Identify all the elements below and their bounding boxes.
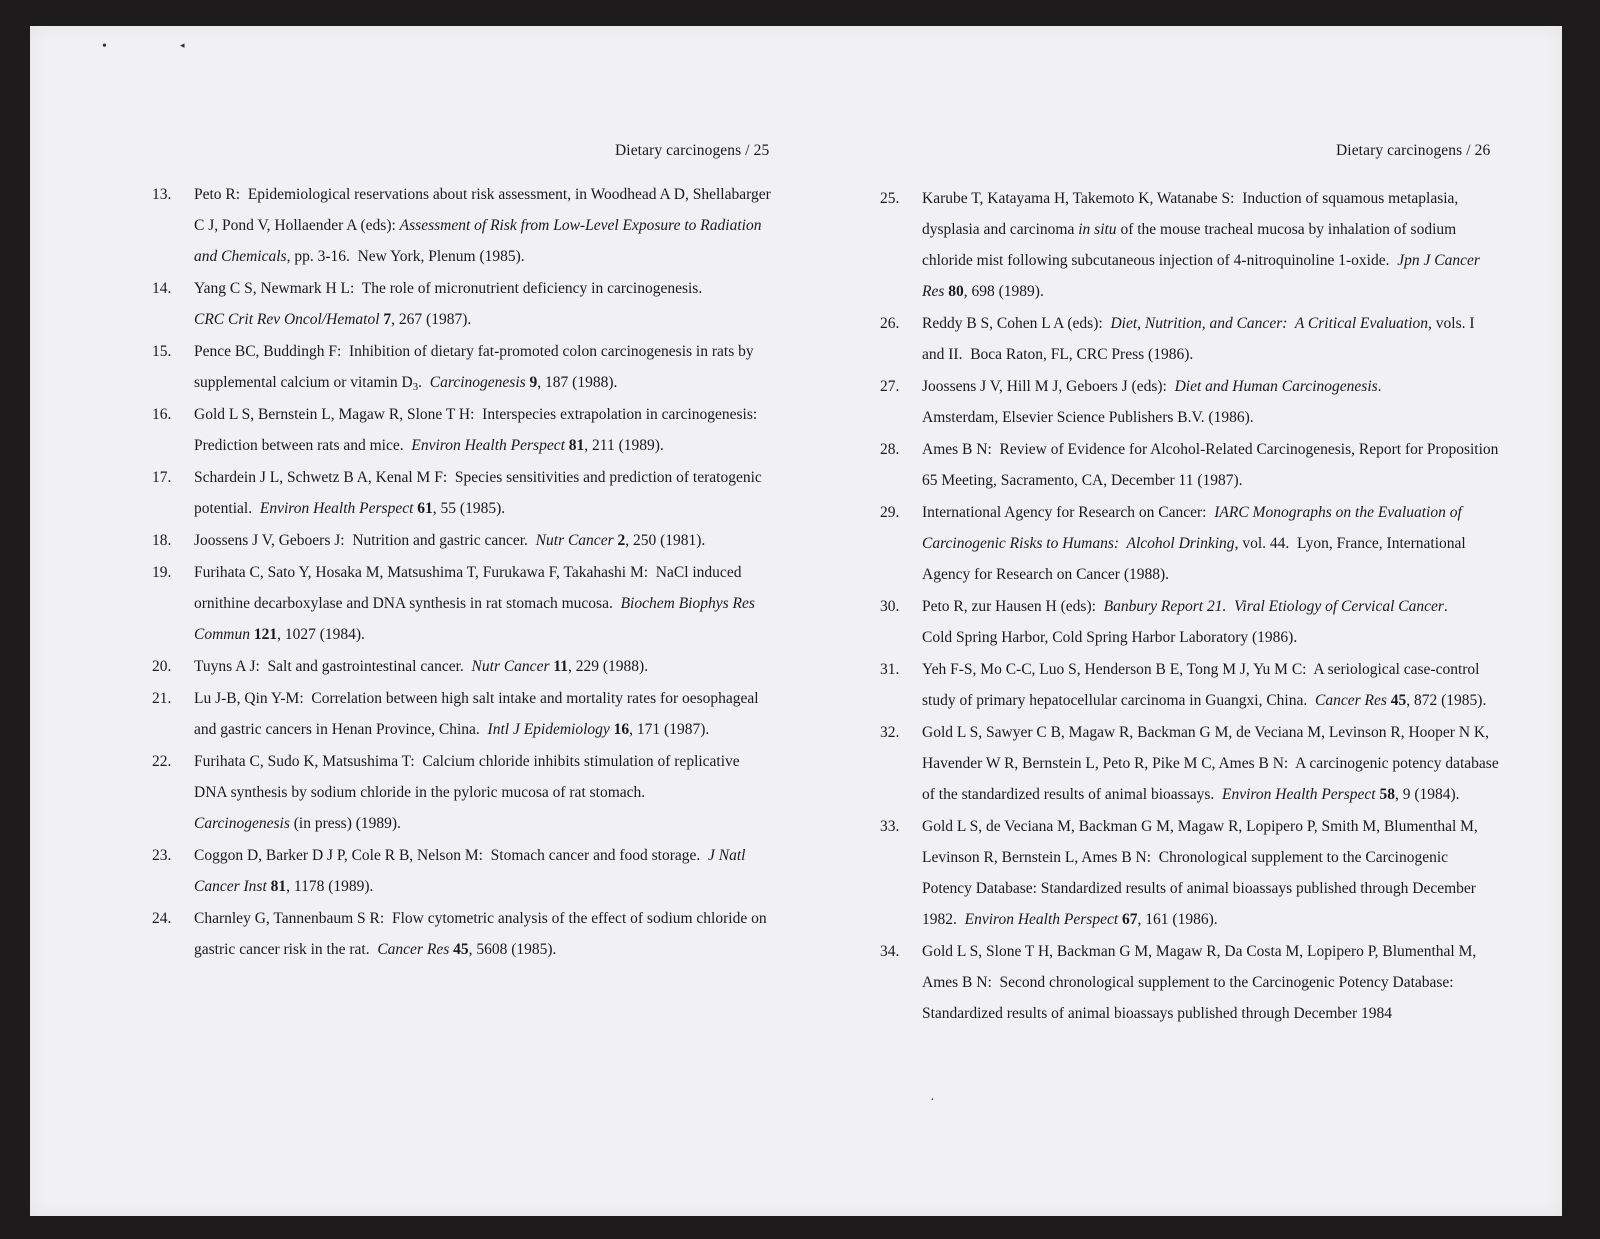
reference-text: Joossens J V, Geboers J: Nutrition and gastric cancer. Nutr Cancer 2, 250 (1981). (194, 532, 706, 549)
reference-item (152, 651, 772, 682)
reference-number: 27. (880, 378, 900, 395)
reference-number: 14. (152, 280, 172, 297)
reference-item (152, 557, 772, 650)
reference-text: Pence BC, Buddingh F: Inhibition of dietary fat-promoted colon carcinogenesis in rats by supplemental calcium or vitamin $D_3$. Carcinogenesis 9, 187 (1988). (194, 343, 754, 393)
reference-item (152, 462, 772, 524)
page-header-left: Dietary carcinogens / 25 (615, 142, 770, 159)
reference-text: Coggon D, Barker D J P, Cole R B, Nelson M: Stomach cancer and food storage. J Natl Cancer Inst 81, 1178 (1989). (194, 847, 746, 895)
reference-item (880, 371, 1500, 433)
reference-list-right (880, 183, 1500, 1030)
reference-text: Schardein J L, Schwetz B A, Kenal M F: Species sensitivities and prediction of teratogenic potential. Environ Health Perspect 61, 55 (1985). (194, 469, 762, 517)
margin-mark: · (930, 1093, 935, 1108)
reference-text: Furihata C, Sato Y, Hosaka M, Matsushima T, Furukawa F, Takahashi M: NaCl induced ornithine decarboxylase and DNA synthesis in rat stomach mucosa. Biochem Biophys Res Commun 121, 1027 (1984). (194, 564, 755, 643)
reference-text: Gold L S, Sawyer C B, Magaw R, Backman G M, de Veciana M, Levinson R, Hooper N K, Havender W R, Bernstein L, Peto R, Pike M C, Ames B N: A carcinogenic potency database of the standardized results of animal bioassays. Environ Health Perspect 58, 9 (1984). (922, 724, 1499, 803)
reference-item (880, 717, 1500, 810)
reference-item (880, 434, 1500, 496)
reference-number: 21. (152, 690, 172, 707)
reference-text: Furihata C, Sudo K, Matsushima T: Calcium chloride inhibits stimulation of replicative DNA synthesis by sodium chloride in the pyloric mucosa of rat stomach. Carcinogenesis (in press) (1989). (194, 753, 740, 832)
reference-number: 18. (152, 532, 172, 549)
reference-text: Yang C S, Newmark H L: The role of micronutrient deficiency in carcinogenesis. CRC Crit Rev Oncol/Hematol 7, 267 (1987). (194, 280, 703, 328)
reference-text: International Agency for Research on Cancer: IARC Monographs on the Evaluation of Carcinogenic Risks to Humans: Alcohol Drinking, vol. 44. Lyon, France, International Agency for Research on Cancer (1988). (922, 504, 1466, 583)
reference-number: 15. (152, 343, 172, 360)
reference-item (152, 840, 772, 902)
reference-item (152, 683, 772, 745)
reference-text: Reddy B S, Cohen L A (eds): Diet, Nutrition, and Cancer: A Critical Evaluation, vols. I and II. Boca Raton, FL, CRC Press (1986). (922, 315, 1475, 363)
reference-number: 20. (152, 658, 172, 675)
reference-number: 31. (880, 661, 900, 678)
reference-text: Lu J-B, Qin Y-M: Correlation between high salt intake and mortality rates for oesophageal and gastric cancers in Henan Province, China. Intl J Epidemiology 16, 171 (1987). (194, 690, 759, 738)
reference-number: 30. (880, 598, 900, 615)
reference-text: Joossens J V, Hill M J, Geboers J (eds): Diet and Human Carcinogenesis. Amsterdam, Elsevier Science Publishers B.V. (1986). (922, 378, 1382, 426)
reference-text: Ames B N: Review of Evidence for Alcohol-Related Carcinogenesis, Report for Proposition 65 Meeting, Sacramento, CA, December 11 (1987). (922, 441, 1499, 489)
reference-item (152, 336, 772, 398)
reference-text: Gold L S, Slone T H, Backman G M, Magaw R, Da Costa M, Lopipero P, Blumenthal M, Ames B N: Second chronological supplement to the Carcinogenic Potency Database: Standardized results of animal bioassays published through December 1984 (922, 943, 1477, 1022)
reference-number: 23. (152, 847, 172, 864)
reference-item (152, 525, 772, 556)
reference-number: 28. (880, 441, 900, 458)
reference-item (880, 654, 1500, 716)
reference-item (880, 183, 1500, 307)
reference-text: Charnley G, Tannenbaum S R: Flow cytometric analysis of the effect of sodium chloride on gastric cancer risk in the rat. Cancer Res 45, 5608 (1985). (194, 910, 767, 958)
reference-number: 19. (152, 564, 172, 581)
reference-number: 13. (152, 186, 172, 203)
reference-list-left (152, 179, 772, 966)
reference-text: Gold L S, Bernstein L, Magaw R, Slone T H: Interspecies extrapolation in carcinogenesis: Prediction between rats and mice. Environ Health Perspect 81, 211 (1989). (194, 406, 758, 454)
reference-text: Yeh F-S, Mo C-C, Luo S, Henderson B E, Tong M J, Yu M C: A seriological case-control study of primary hepatocellular carcinoma in Guangxi, China. Cancer Res 45, 872 (1985). (922, 661, 1487, 709)
reference-item (880, 497, 1500, 590)
reference-text: Peto R, zur Hausen H (eds): Banbury Report 21. Viral Etiology of Cervical Cancer. Cold Spring Harbor, Cold Spring Harbor Laboratory (1986). (922, 598, 1448, 646)
reference-number: 33. (880, 818, 900, 835)
margin-mark: ◂ (180, 40, 185, 50)
reference-item (880, 936, 1500, 1029)
reference-text: Peto R: Epidemiological reservations about risk assessment, in Woodhead A D, Shellabarger C J, Pond V, Hollaender A (eds): Assessment of Risk from Low-Level Exposure to Radiation and Chemicals, pp. 3-16. New York, Plenum (1985). (194, 186, 771, 265)
reference-number: 25. (880, 190, 900, 207)
reference-number: 17. (152, 469, 172, 486)
page-header-right: Dietary carcinogens / 26 (1336, 142, 1491, 159)
reference-number: 34. (880, 943, 900, 960)
reference-number: 26. (880, 315, 900, 332)
reference-item (880, 591, 1500, 653)
margin-mark: • (102, 39, 107, 54)
reference-number: 32. (880, 724, 900, 741)
reference-item (152, 179, 772, 272)
reference-text: Karube T, Katayama H, Takemoto K, Watanabe S: Induction of squamous metaplasia, dysplasia and carcinoma in situ of the mouse tracheal mucosa by inhalation of sodium chloride mist following subcutaneous injection of 4-nitroquinoline 1-oxide. Jpn J Cancer Res 80, 698 (1989). (922, 190, 1480, 300)
reference-item (880, 811, 1500, 935)
reference-text: Tuyns A J: Salt and gastrointestinal cancer. Nutr Cancer 11, 229 (1988). (194, 658, 649, 675)
reference-item (152, 273, 772, 335)
reference-number: 24. (152, 910, 172, 927)
reference-item (152, 903, 772, 965)
reference-item (880, 308, 1500, 370)
reference-text: Gold L S, de Veciana M, Backman G M, Magaw R, Lopipero P, Smith M, Blumenthal M, Levinson R, Bernstein L, Ames B N: Chronological supplement to the Carcinogenic Potency Database: Standardized results of animal bioassays published through December 1982. Environ Health Perspect 67, 161 (1986). (922, 818, 1478, 928)
reference-number: 22. (152, 753, 172, 770)
reference-number: 29. (880, 504, 900, 521)
reference-item (152, 399, 772, 461)
reference-number: 16. (152, 406, 172, 423)
reference-item (152, 746, 772, 839)
